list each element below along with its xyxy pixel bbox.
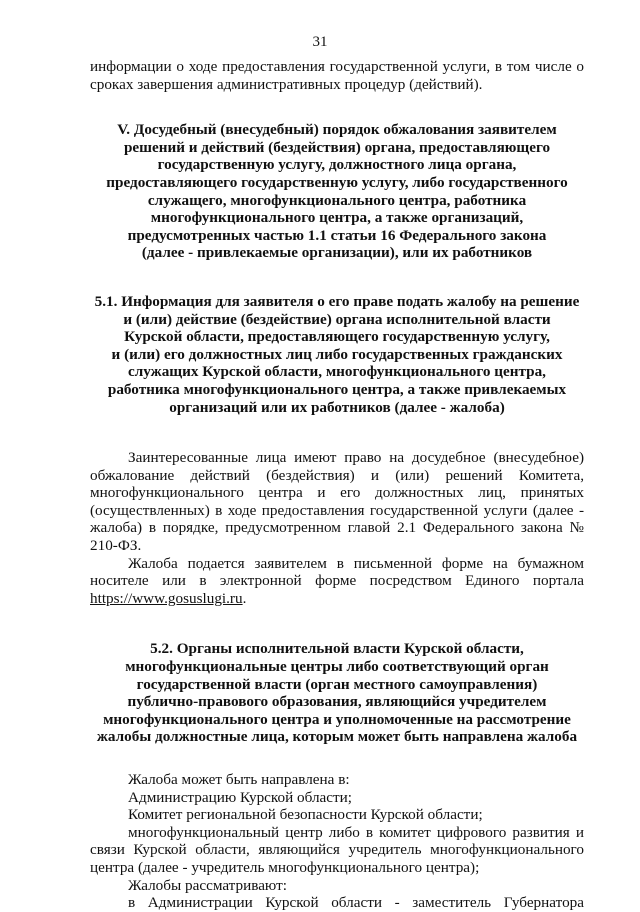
heading-line: работника многофункционального центра, а также привлекаемых (107, 380, 567, 398)
heading-line: публично-правового образования, являющийся учредителем (127, 693, 547, 711)
heading-line: и (или) его должностных лиц либо государственных гражданских (111, 345, 563, 363)
list-item: Администрацию Курской области; (128, 788, 353, 806)
heading-line: государственной власти (орган местного самоуправления) (136, 675, 538, 693)
list-item: многофункциональный центр либо в комитет цифрового развития и связи Курской области, являющийся учредитель многофункционального центра (далее - учредитель многофункционального центра); (90, 823, 584, 876)
heading-line: 5.2. Органы исполнительной власти Курской области, (150, 640, 524, 658)
heading-line: жалобы должностные лица, которым может быть направлена жалоба (96, 728, 578, 746)
heading-line: многофункционального центра и уполномоченные на рассмотрение (103, 710, 571, 728)
section-5-1-heading (90, 293, 584, 416)
document-body (90, 58, 584, 912)
heading-line: предоставляющего государственную услугу, либо государственного (106, 173, 568, 191)
paragraph-text: Жалоба подается заявителем в письменной форме на бумажном носителе или в электронной форме посредством Единого портала (90, 554, 584, 590)
complaint-recipients-list (90, 771, 584, 912)
heading-line: решений и действий (бездействия) органа, предоставляющего (123, 138, 551, 156)
section-5-heading (90, 121, 584, 262)
intro-line-2: сроках завершения административных процедур (действий). (90, 75, 483, 93)
list-item: Комитет региональной безопасности Курской области; (128, 806, 483, 824)
heading-line: (далее - привлекаемые организации), или их работников (141, 244, 533, 262)
heading-line: V. Досудебный (внесудебный) порядок обжалования заявителем (117, 121, 557, 139)
gosuslugi-link[interactable]: https://www.gosuslugi.ru (90, 589, 243, 607)
list-item: Жалобы рассматривают: (128, 876, 287, 894)
paragraph-period: . (242, 589, 247, 607)
paragraph-appeal-rights: Заинтересованные лица имеют право на досудебное (внесудебное) обжалование действий (бездействия) и (или) решений Комитета, многофункционального центра и его должностных лиц, принятых (осуществленных) в ходе предоставления государственной услуги (далее - жалоба) в порядке, предусмотренном главой 2.1 Федерального закона № 210-ФЗ. (90, 449, 584, 555)
heading-line: и (или) действие (бездействие) органа исполнительной власти (123, 310, 551, 328)
list-item: в Администрации Курской области - заместитель Губернатора (128, 894, 584, 912)
heading-line: 5.1. Информация для заявителя о его праве подать жалобу на решение (94, 292, 580, 310)
section-5-2-heading (90, 640, 584, 746)
intro-line-1: информации о ходе предоставления государственной услуги, в том числе о (90, 58, 584, 75)
heading-line: многофункционального центра, а также организаций, (150, 209, 524, 227)
heading-line: Курской области, предоставляющего государственную услугу, (124, 328, 550, 346)
list-item: Жалоба может быть направлена в: (128, 771, 350, 788)
heading-line: служащего, многофункционального центра, работника (147, 191, 527, 209)
heading-line: многофункциональные центры либо соответствующий орган (125, 658, 549, 676)
heading-line: предусмотренных частью 1.1 статьи 16 Федерального закона (127, 226, 547, 244)
page-number: 31 (312, 34, 328, 50)
heading-line: государственную услугу, должностного лица органа, (157, 156, 517, 174)
paragraph-complaint-form (90, 555, 584, 608)
heading-line: служащих Курской области, многофункционального центра, (128, 363, 546, 381)
heading-line: организаций или их работников (далее - жалоба) (169, 398, 505, 416)
